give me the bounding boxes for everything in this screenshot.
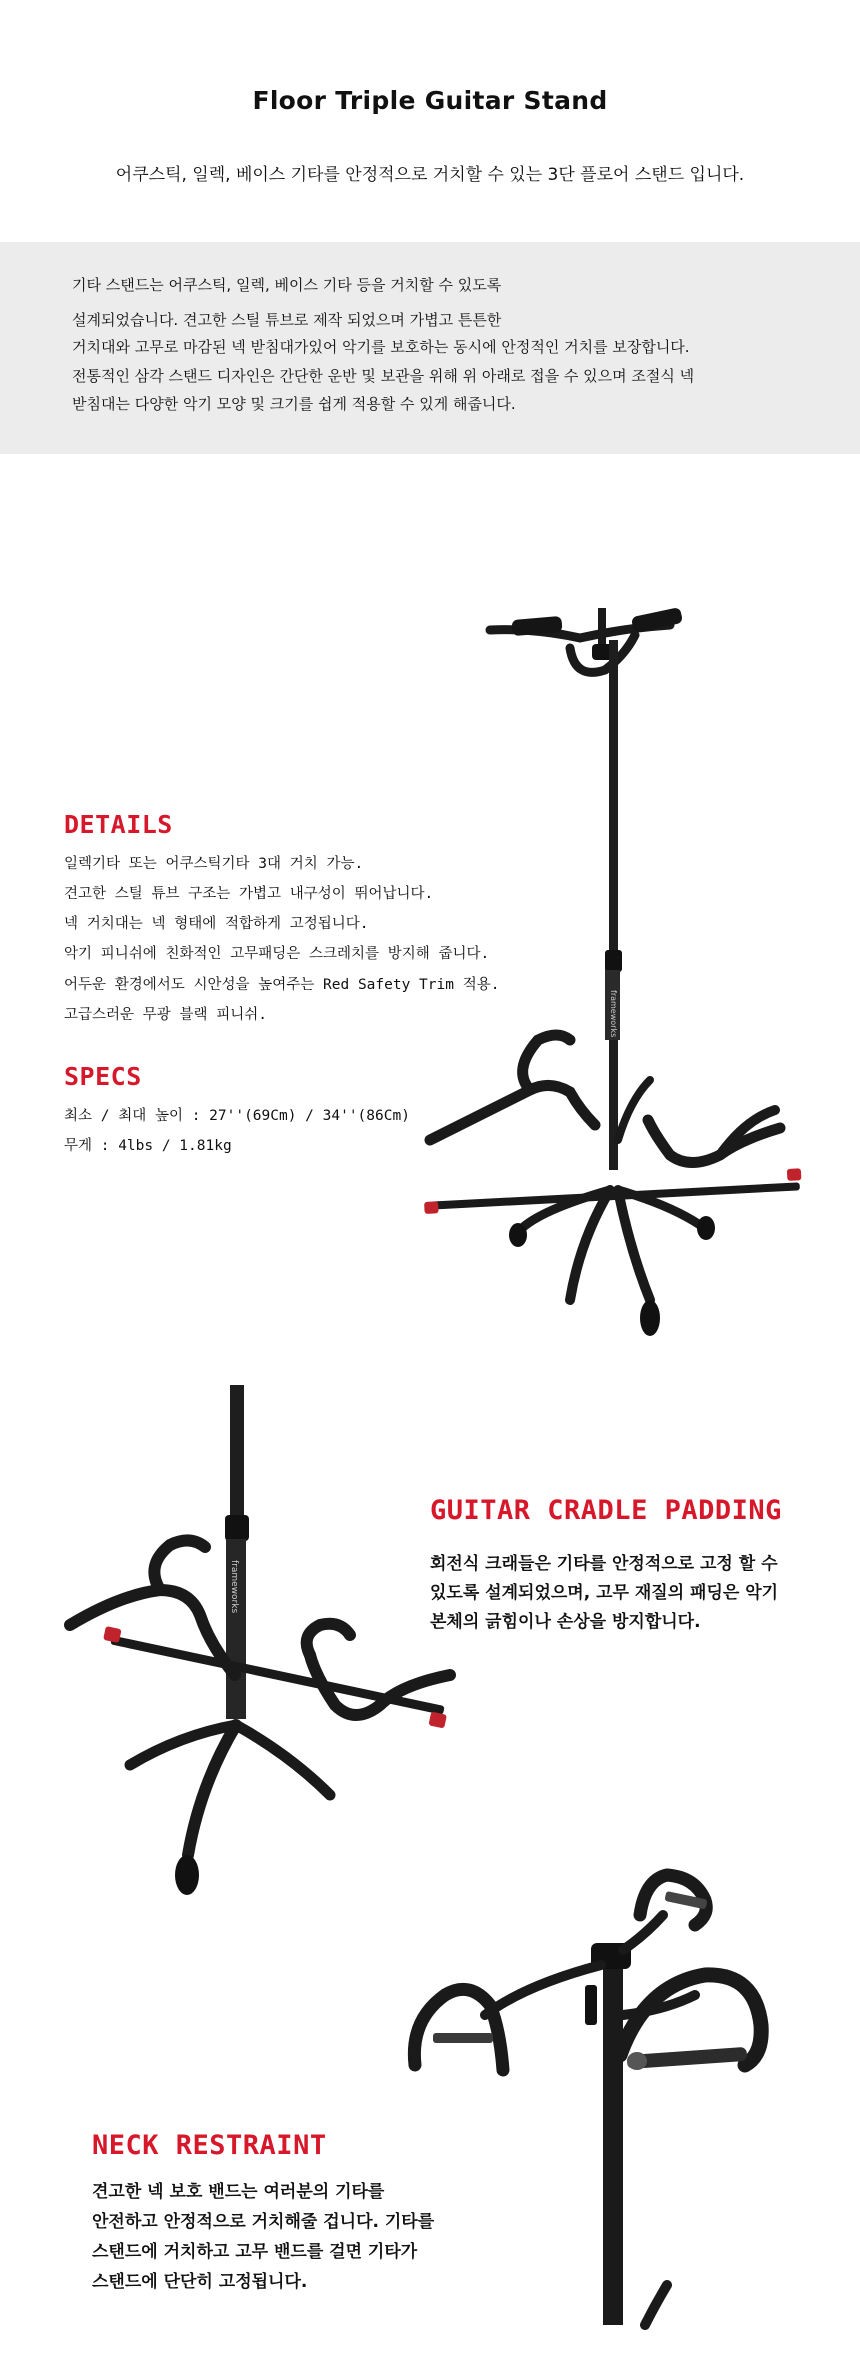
cradle-line: 본체의 긁힘이나 손상을 방지합니다. bbox=[430, 1612, 701, 1632]
page-subtitle: 어쿠스틱, 일렉, 베이스 기타를 안정적으로 거치할 수 있는 3단 플로어 스탠드 입니다. bbox=[115, 165, 745, 185]
details-line: 넥 거치대는 넥 형태에 적합하게 고정됩니다. bbox=[64, 916, 369, 932]
details-line: 고급스러운 무광 블랙 피니쉬. bbox=[64, 1007, 268, 1023]
specs-heading: SPECS bbox=[64, 1062, 142, 1091]
svg-text:frameworks: frameworks bbox=[609, 990, 618, 1038]
svg-text:frameworks: frameworks bbox=[229, 1560, 239, 1614]
cradle-line: 회전식 크래들은 기타를 안정적으로 고정 할 수 bbox=[430, 1554, 778, 1574]
specs-line: 무게 : 4lbs / 1.81kg bbox=[64, 1138, 232, 1154]
neck-line: 견고한 넥 보호 밴드는 여러분의 기타를 bbox=[92, 2182, 385, 2202]
intro-line: 기타 스탠드는 어쿠스틱, 일렉, 베이스 기타 등을 거치할 수 있도록 bbox=[72, 276, 502, 294]
guitar-stand-base-closeup-photo bbox=[60, 1385, 460, 1905]
details-line: 견고한 스틸 튜브 구조는 가볍고 내구성이 뛰어납니다. bbox=[64, 886, 434, 902]
intro-line: 받침대는 다양한 악기 모양 및 크기를 쉽게 적용할 수 있게 해줍니다. bbox=[72, 395, 516, 413]
neck-heading: NECK RESTRAINT bbox=[92, 2130, 327, 2161]
neck-line: 스탠드에 거치하고 고무 밴드를 걸면 기타가 bbox=[92, 2242, 418, 2262]
specs-line: 최소 / 최대 높이 : 27''(69Cm) / 34''(86Cm) bbox=[64, 1108, 410, 1124]
details-heading: DETAILS bbox=[64, 810, 173, 839]
intro-line: 전통적인 삼각 스탠드 디자인은 간단한 운반 및 보관을 위해 위 아래로 접을 수 있으며 조절식 넥 bbox=[72, 367, 695, 385]
cradle-heading: GUITAR CRADLE PADDING bbox=[430, 1495, 782, 1526]
guitar-stand-full-photo bbox=[420, 600, 810, 1340]
cradle-line: 있도록 설계되었으며, 고무 재질의 패딩은 악기 bbox=[430, 1583, 779, 1603]
details-line: 악기 피니쉬에 친화적인 고무패딩은 스크레치를 방지해 줍니다. bbox=[64, 946, 490, 962]
neck-line: 안전하고 안정적으로 거치해줄 겁니다. 기타를 bbox=[92, 2212, 435, 2232]
details-line: 일렉기타 또는 어쿠스틱기타 3대 거치 가능. bbox=[64, 856, 364, 872]
neck-restraint-closeup-photo bbox=[405, 1855, 765, 2325]
details-line: 어두운 환경에서도 시안성을 높여주는 Red Safety Trim 적용. bbox=[64, 977, 500, 993]
page-title: Floor Triple Guitar Stand bbox=[252, 86, 608, 115]
intro-line: 설계되었습니다. 견고한 스틸 튜브로 제작 되었으며 가볍고 튼튼한 bbox=[72, 311, 502, 329]
neck-line: 스탠드에 단단히 고정됩니다. bbox=[92, 2272, 308, 2292]
intro-line: 거치대와 고무로 마감된 넥 받침대가있어 악기를 보호하는 동시에 안정적인 거치를 보장합니다. bbox=[72, 338, 690, 356]
intro-box bbox=[0, 242, 860, 454]
